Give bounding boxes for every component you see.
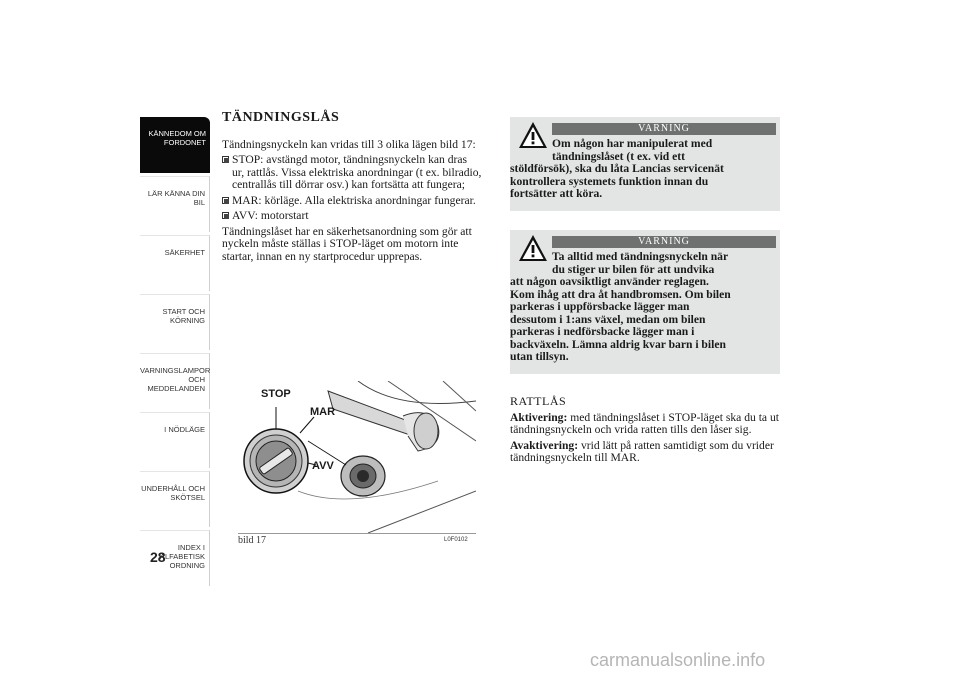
tab-index[interactable]: INDEX I ALFABETISK ORDNING	[140, 530, 210, 586]
figure-rule	[238, 533, 476, 534]
steering-lock-section	[510, 395, 780, 468]
checkbox-bullet-icon	[222, 212, 229, 219]
tab-start-och-korning[interactable]: START OCH KÖRNING	[140, 294, 210, 350]
warning-heading: VARNING	[552, 123, 776, 135]
figure-caption: bild 17	[238, 535, 267, 546]
warning-text: Ta alltid med tändningsnyckeln när du stiger ur bilen för att undvika att någon oavsiktligt använder reglagen. Kom ihåg att dra åt handbromsen. Om bilen parkeras i uppförsbacke lägger man dessutom i 1:ans växel, medan om bilen parkeras i nedförsbacke lägger man i backväxeln. Lämna aldrig kvar barn i bilen utan tillsyn.	[510, 250, 731, 363]
figure-code: L0F0102	[444, 537, 468, 543]
stop-label: STOP	[261, 388, 291, 400]
avv-label: AVV	[312, 460, 334, 472]
ignition-section	[222, 112, 482, 266]
intro-text: Tändningsnyckeln kan vridas till 3 olika lägen bild 17:	[222, 137, 476, 151]
list-item: STOP: avstängd motor, tändningsnyckeln kan dras ur, rattlås. Vissa elektriska anordningar (t ex. bilradio, centrallås till dörrar osv.) kan fortsätta att fungera;	[222, 154, 482, 192]
deactivation-paragraph: Avaktivering: vrid lätt på ratten samtidigt som du vrider tändningsnyckeln till MAR.	[510, 438, 774, 464]
tab-varningslampor[interactable]: VARNINGSLAMPOR OCH MEDDELANDEN	[140, 353, 210, 409]
warning-heading: VARNING	[552, 236, 776, 248]
warning-text: Om någon har manipulerat med tändningslåset (t ex. vid ett stöldförsök), ska du låta Lancias servicenät kontrollera systemets funktion innan du fortsätter att köra.	[510, 137, 724, 200]
watermark: carmanualsonline.info	[590, 650, 766, 670]
list-item: MAR: körläge. Alla elektriska anordningar fungerar.	[222, 195, 482, 208]
tab-kannedom-om-fordonet[interactable]: KÄNNEDOM OM FORDONET	[140, 117, 210, 173]
steering-lock-title: RATTLÅS	[510, 394, 567, 408]
activation-paragraph: Aktivering: med tändningslåset i STOP-läget ska du ta ut tändningsnyckeln och vrida ratten tills den låser sig.	[510, 410, 779, 436]
section-title: TÄNDNINGSLÅS	[222, 110, 340, 125]
ignition-lock-illustration	[238, 381, 476, 533]
warning-box-1	[510, 117, 780, 211]
tab-lar-kanna-din-bil[interactable]: LÄR KÄNNA DIN BIL	[140, 176, 210, 232]
ignition-figure	[238, 381, 476, 533]
mar-label: MAR	[310, 406, 336, 418]
list-item: AVV: motorstart	[222, 210, 482, 223]
checkbox-bullet-icon	[222, 197, 229, 204]
tab-sakerhet[interactable]: SÄKERHET	[140, 235, 210, 291]
tab-underhall-och-skotsel[interactable]: UNDERHÅLL OCH SKÖTSEL	[140, 471, 210, 527]
safety-note: Tändningslåset har en säkerhetsanordning som gör att nyckeln måste ställas i STOP-läget om motorn inte startar, innan en ny startprocedur upprepas.	[222, 224, 472, 263]
warning-box-2	[510, 230, 780, 374]
chapter-tabs	[140, 117, 210, 589]
checkbox-bullet-icon	[222, 156, 229, 163]
page-number: 28	[150, 549, 166, 565]
tab-i-nodlage[interactable]: I NÖDLÄGE	[140, 412, 210, 468]
